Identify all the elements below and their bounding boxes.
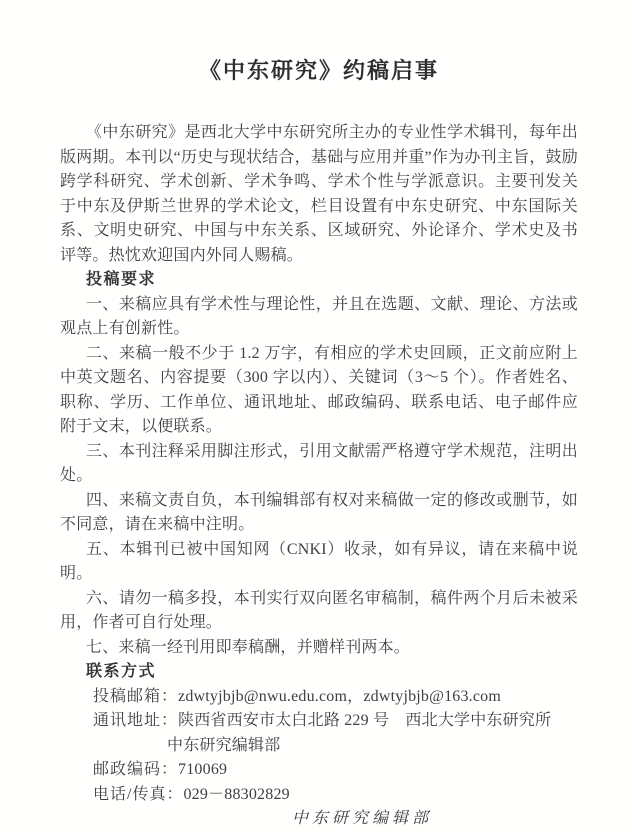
requirement-item-6: 六、请勿一稿多投，本刊实行双向匿名审稿制，稿件两个月后未被采用，作者可自行处理。 [60,589,578,631]
contact-postcode-label: 邮政编码： [93,761,179,778]
intro-paragraph: 《中东研究》是西北大学中东研究所主办的专业性学术辑刊，每年出版两期。本刊以“历史与现状结合，基础与应用并重”作为办刊主旨，鼓励跨学科研究、学术创新、学术争鸣、学术个性与学派意识。主要刊发关于中东及伊斯兰世界的学术论文，栏目设置有中东史研究、中东国际关系、文明史研究、中国与中东关系、区域研究、外论译介、学术史及书评等。热忱欢迎国内外同人赐稿。 [60,124,578,264]
contact-heading: 联系方式 [86,663,157,680]
requirements-heading: 投稿要求 [86,271,157,288]
contact-phone-label: 电话/传真： [93,785,184,803]
requirement-item-3: 三、本刊注释采用脚注形式，引用文献需严格遵守学术规范，注明出处。 [60,442,578,484]
requirement-item-5: 五、本辑刊已被中国知网（CNKI）收录，如有异议，请在来稿中说明。 [60,540,578,582]
signature: 中东研究编辑部 [291,810,432,827]
contact-phone-value: 029－88302829 [183,785,290,803]
contact-address-value: 陕西省西安市太白北路 229 号 西北大学中东研究所 [178,712,552,729]
contact-address-line-2: 中东研究编辑部 [167,736,281,754]
contact-postcode-line [60,758,578,783]
contact-address-label: 通讯地址： [93,712,179,729]
contact-email-value: zdwtyjbjb@nwu.edu.com，zdwtyjbjb@163.com [178,687,502,705]
contact-phone-line [60,783,578,808]
requirement-item-1: 一、来稿应具有学术性与理论性，并且在选题、文献、理论、方法或观点上有创新性。 [60,295,578,337]
requirement-item-7: 七、来稿一经刊用即奉稿酬，并赠样刊两本。 [86,638,411,656]
requirement-item-4: 四、来稿文责自负，本刊编辑部有权对来稿做一定的修改或删节，如不同意，请在来稿中注明。 [60,491,578,533]
contact-email-label: 投稿邮箱： [93,687,179,705]
requirement-item-2: 二、来稿一般不少于 1.2 万字，有相应的学术史回顾，正文前应附上中英文题名、内容提要（300 字以内）、关键词（3～5 个）。作者姓名、职称、学历、工作单位、通讯地址、邮政编码、联系电话、电子邮件应附于文末，以便联系。 [60,344,578,435]
page-title: 《中东研究》约稿启事 [198,58,439,83]
contact-email-line [60,685,578,710]
contact-postcode-value: 710069 [178,761,228,778]
contact-address-line [60,709,578,734]
